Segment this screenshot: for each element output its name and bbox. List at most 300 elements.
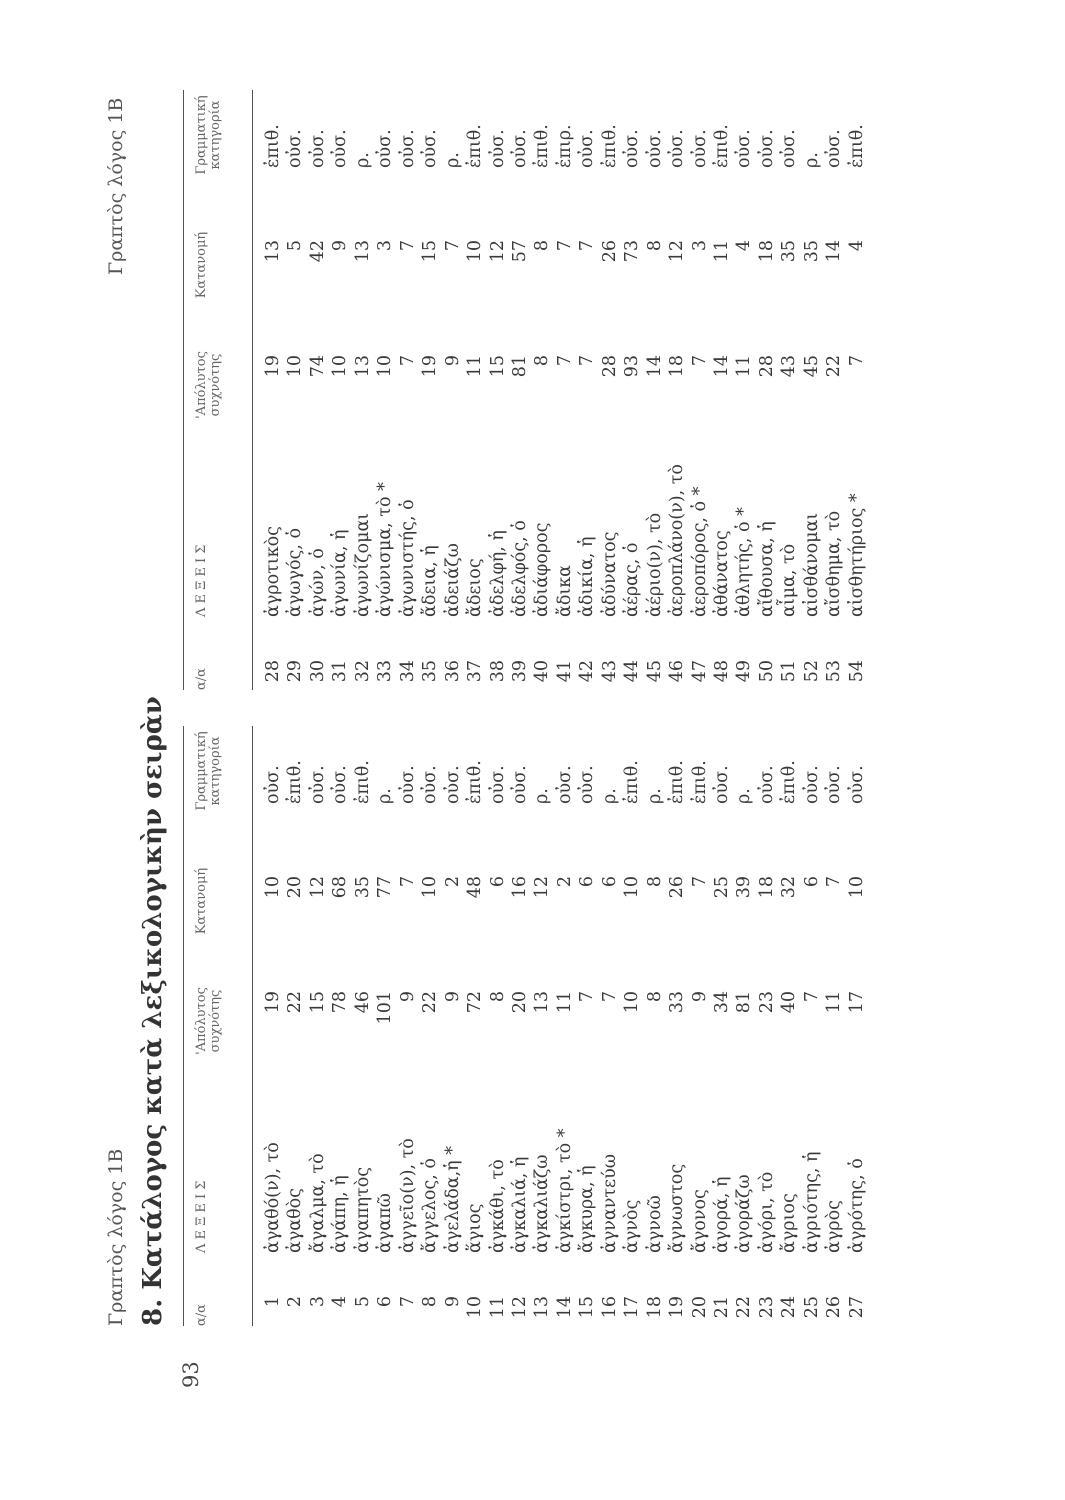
- row-frequency: 81: [734, 991, 755, 1014]
- row-distribution: 39: [734, 876, 755, 899]
- row-frequency: 9: [397, 991, 418, 1003]
- col-header-frequency: [195, 345, 223, 425]
- col-header-category: [195, 731, 223, 811]
- row-word: ἄγαλμα, τὸ: [307, 1153, 328, 1253]
- row-frequency: 14: [644, 355, 665, 378]
- row-distribution: 12: [487, 240, 508, 263]
- row-frequency: 11: [465, 355, 486, 378]
- row-frequency: 7: [846, 355, 867, 367]
- row-distribution: 73: [622, 240, 643, 263]
- row-word: ἀγωγός, ὁ: [285, 527, 306, 617]
- row-category: ἐπιθ.: [667, 760, 688, 804]
- row-frequency: 93: [622, 355, 643, 378]
- row-word: αἴθουσα, ἡ: [756, 521, 777, 617]
- table-row: [823, 90, 845, 690]
- row-category: ἐπιθ.: [712, 124, 732, 168]
- row-distribution: 7: [397, 876, 418, 888]
- table-row: [262, 90, 284, 690]
- row-frequency: 9: [442, 991, 463, 1003]
- row-category: ἐπιθ.: [285, 760, 306, 804]
- row-distribution: 14: [824, 240, 845, 263]
- row-index: 2: [285, 1296, 306, 1308]
- row-distribution: 6: [487, 876, 508, 888]
- row-index: 50: [756, 660, 777, 683]
- row-category: οὐσ.: [846, 765, 867, 804]
- row-index: 39: [509, 660, 530, 683]
- row-word: ἀδικία, ἡ: [577, 536, 598, 617]
- row-distribution: 35: [779, 240, 800, 263]
- row-word: ἀθλητής, ὁ *: [734, 507, 755, 617]
- row-word: ἄγγελος, ὁ: [420, 1158, 441, 1253]
- table-row: [509, 90, 531, 690]
- row-word: ἀδύνατος: [599, 531, 620, 617]
- row-word: ἀθάνατος: [712, 530, 732, 617]
- row-frequency: 10: [622, 991, 643, 1014]
- col-header-frequency: [195, 981, 223, 1061]
- table-row: [419, 726, 441, 1326]
- row-distribution: 77: [375, 876, 396, 899]
- row-index: 19: [667, 1296, 688, 1319]
- row-distribution: 3: [375, 240, 396, 252]
- row-frequency: 9: [689, 991, 710, 1003]
- row-category: οὐσ.: [644, 129, 665, 168]
- col-header-frequency-line1: 'Απόλυτος: [194, 351, 209, 419]
- section-title: 8. Κατάλογος κατὰ λεξικολογικὴν σειρὰν: [138, 696, 168, 1326]
- row-category: ρ.: [532, 788, 553, 804]
- row-index: 53: [824, 660, 845, 683]
- row-distribution: 10: [263, 876, 283, 899]
- row-word: ἀγαθὸς: [285, 1188, 306, 1253]
- row-distribution: 8: [532, 240, 553, 252]
- table-row: [531, 90, 553, 690]
- row-distribution: 2: [554, 876, 575, 888]
- row-frequency: 11: [824, 991, 845, 1014]
- table-row: [374, 90, 396, 690]
- row-index: 54: [846, 660, 867, 683]
- row-category: οὐσ.: [824, 129, 845, 168]
- row-frequency: 13: [532, 991, 553, 1014]
- row-word: ἀδειάζω: [442, 543, 463, 617]
- row-distribution: 25: [712, 876, 732, 899]
- row-index: 42: [577, 660, 598, 683]
- row-index: 6: [375, 1296, 396, 1308]
- table-row: [554, 90, 576, 690]
- row-frequency: 81: [509, 355, 530, 378]
- row-category: ἐπιθ.: [263, 124, 283, 168]
- table-row: [756, 90, 778, 690]
- row-frequency: 17: [846, 991, 867, 1014]
- row-word: ἀέρας, ὁ: [622, 542, 643, 617]
- row-category: οὐσ.: [420, 765, 441, 804]
- row-frequency: 45: [801, 355, 822, 378]
- row-category: ἐπιθ.: [846, 124, 867, 168]
- row-index: 9: [442, 1296, 463, 1308]
- row-distribution: 9: [330, 240, 351, 252]
- row-frequency: 43: [779, 355, 800, 378]
- row-frequency: 7: [801, 991, 822, 1003]
- row-word: ἁγνὸς: [622, 1199, 643, 1253]
- row-frequency: 14: [712, 355, 732, 378]
- row-distribution: 10: [846, 876, 867, 899]
- table-row: [352, 90, 374, 690]
- row-distribution: 15: [420, 240, 441, 263]
- row-distribution: 26: [667, 876, 688, 899]
- col-header-frequency-line2: συχνότης: [208, 989, 223, 1053]
- table-row: [846, 726, 868, 1326]
- row-index: 10: [465, 1296, 486, 1319]
- row-distribution: 5: [285, 240, 306, 252]
- row-frequency: 19: [420, 355, 441, 378]
- row-word: ἄγονος: [689, 1189, 710, 1253]
- col-header-category-line2: κατηγορία: [208, 100, 223, 170]
- row-distribution: 32: [779, 876, 800, 899]
- row-frequency: 8: [487, 991, 508, 1003]
- row-word: ἀγώνισμα, τὸ *: [375, 482, 396, 617]
- table-row: [689, 726, 711, 1326]
- row-category: ἐπιθ.: [779, 760, 800, 804]
- table-top-rule: [183, 726, 184, 1326]
- row-index: 38: [487, 660, 508, 683]
- row-frequency: 11: [734, 355, 755, 378]
- table-row: [823, 726, 845, 1326]
- table-header-rule: [252, 726, 253, 1326]
- row-category: οὐσ.: [689, 129, 710, 168]
- row-index: 41: [554, 660, 575, 683]
- row-category: οὐσ.: [667, 129, 688, 168]
- row-index: 7: [397, 1296, 418, 1308]
- row-frequency: 72: [465, 991, 486, 1014]
- row-distribution: 4: [846, 240, 867, 252]
- table-row: [576, 90, 598, 690]
- row-word: ἀγκάθι, τὸ: [487, 1159, 508, 1253]
- row-word: ἀγροτικὸς: [263, 526, 283, 617]
- row-word: ἀγκίστρι, τὸ *: [554, 1128, 575, 1253]
- row-category: οὐσ.: [487, 765, 508, 804]
- table-row: [711, 726, 733, 1326]
- row-index: 33: [375, 660, 396, 683]
- row-distribution: 6: [577, 876, 598, 888]
- table-row: [621, 726, 643, 1326]
- row-word: ἀγορά, ἡ: [712, 1176, 732, 1253]
- row-word: ἀγνοῶ: [644, 1195, 665, 1253]
- table-row: [374, 726, 396, 1326]
- row-category: οὐσ.: [487, 129, 508, 168]
- table-row: [711, 90, 733, 690]
- row-distribution: 26: [599, 240, 620, 263]
- table-row: [666, 726, 688, 1326]
- row-index: 1: [263, 1296, 283, 1308]
- col-header-category: [195, 95, 223, 175]
- row-word: ἀγκαλιάζω: [532, 1154, 553, 1253]
- row-word: ἀδιάφορος: [532, 522, 553, 617]
- table-row: [756, 726, 778, 1326]
- table-right: [183, 90, 1023, 690]
- row-word: ἀγρὸς: [824, 1200, 845, 1253]
- table-row: [442, 726, 464, 1326]
- row-index: 29: [285, 660, 306, 683]
- col-header-frequency-line2: συχνότης: [208, 353, 223, 417]
- table-row: [644, 726, 666, 1326]
- table-row: [801, 90, 823, 690]
- row-category: οὐσ.: [307, 129, 328, 168]
- table-row: [307, 726, 329, 1326]
- table-row: [464, 726, 486, 1326]
- table-row: [442, 90, 464, 690]
- row-distribution: 18: [756, 876, 777, 899]
- row-distribution: 10: [465, 240, 486, 263]
- row-word: ἀγόρι, τὸ: [756, 1171, 777, 1253]
- row-distribution: 2: [442, 876, 463, 888]
- row-word: ἄγριος: [779, 1193, 800, 1253]
- row-category: οὐσ.: [442, 765, 463, 804]
- row-distribution: 7: [554, 240, 575, 252]
- row-index: 47: [689, 660, 710, 683]
- page-number: 93: [179, 1361, 203, 1388]
- row-category: ρ.: [801, 152, 822, 168]
- row-word: ἀγαθό(ν), τὸ: [263, 1142, 283, 1253]
- row-frequency: 8: [644, 991, 665, 1003]
- row-index: 52: [801, 660, 822, 683]
- row-word: αἰσθάνομαι: [801, 512, 822, 617]
- table-row: [307, 90, 329, 690]
- row-distribution: 6: [801, 876, 822, 888]
- row-category: ἐπιθ.: [689, 760, 710, 804]
- row-word: ἀγναντεύω: [599, 1153, 620, 1253]
- row-category: ἐπιθ.: [532, 124, 553, 168]
- row-category: οὐσ.: [397, 129, 418, 168]
- row-frequency: 7: [689, 355, 710, 367]
- row-word: ἀγριότης, ἡ: [801, 1151, 822, 1253]
- row-distribution: 35: [801, 240, 822, 263]
- row-category: ρ.: [352, 152, 373, 168]
- row-category: οὐσ.: [330, 765, 351, 804]
- row-index: 15: [577, 1296, 598, 1319]
- row-index: 18: [644, 1296, 665, 1319]
- row-index: 25: [801, 1296, 822, 1319]
- row-distribution: 7: [689, 876, 710, 888]
- row-category: οὐσ.: [263, 765, 283, 804]
- row-frequency: 33: [667, 991, 688, 1014]
- row-word: ἀγκαλιά, ἡ: [509, 1156, 530, 1253]
- row-distribution: 35: [352, 876, 373, 899]
- row-category: οὐσ.: [756, 129, 777, 168]
- row-word: αἷμα, τὸ: [779, 543, 800, 617]
- row-distribution: 42: [307, 240, 328, 263]
- row-category: ρ.: [734, 788, 755, 804]
- table-header-rule: [252, 90, 253, 690]
- table-left: [183, 726, 1023, 1326]
- row-word: ἀεροπλάνο(ν), τὸ: [667, 464, 688, 617]
- row-distribution: 11: [712, 240, 732, 263]
- row-index: 4: [330, 1296, 351, 1308]
- row-frequency: 7: [577, 991, 598, 1003]
- table-row: [846, 90, 868, 690]
- row-category: οὐσ.: [801, 765, 822, 804]
- row-category: οὐσ.: [622, 129, 643, 168]
- row-index: 37: [465, 660, 486, 683]
- col-header-index: α/α: [194, 668, 209, 690]
- table-row: [576, 726, 598, 1326]
- table-row: [778, 90, 800, 690]
- table-row: [419, 90, 441, 690]
- table-row: [599, 90, 621, 690]
- col-header-index: α/α: [194, 1304, 209, 1326]
- row-category: ρ.: [442, 152, 463, 168]
- row-index: 32: [352, 660, 373, 683]
- row-frequency: 74: [307, 355, 328, 378]
- row-index: 20: [689, 1296, 710, 1319]
- row-frequency: 46: [352, 991, 373, 1014]
- col-header-category-line2: κατηγορία: [208, 736, 223, 806]
- table-row: [464, 90, 486, 690]
- row-word: ἀγάπη, ἡ: [330, 1175, 351, 1253]
- row-frequency: 34: [712, 991, 732, 1014]
- row-index: 23: [756, 1296, 777, 1319]
- row-frequency: 20: [509, 991, 530, 1014]
- table-row: [329, 726, 351, 1326]
- row-frequency: 78: [330, 991, 351, 1014]
- running-header-left: Γραπτὸς λόγος 1Β: [105, 1148, 127, 1326]
- row-category: οὐσ.: [307, 765, 328, 804]
- table-row: [487, 90, 509, 690]
- row-category: ρ.: [375, 788, 396, 804]
- row-frequency: 15: [487, 355, 508, 378]
- table-row: [284, 90, 306, 690]
- table-row: [284, 726, 306, 1326]
- row-frequency: 7: [554, 355, 575, 367]
- row-frequency: 10: [330, 355, 351, 378]
- table-row: [644, 90, 666, 690]
- row-distribution: 48: [465, 876, 486, 899]
- row-index: 43: [599, 660, 620, 683]
- row-category: οὐσ.: [509, 765, 530, 804]
- table-row: [778, 726, 800, 1326]
- row-index: 24: [779, 1296, 800, 1319]
- table-row: [733, 90, 755, 690]
- table-row: [621, 90, 643, 690]
- row-index: 11: [487, 1296, 508, 1319]
- row-category: ἐπιθ.: [465, 124, 486, 168]
- row-category: οὐσ.: [734, 129, 755, 168]
- table-row: [689, 90, 711, 690]
- table-row: [554, 726, 576, 1326]
- row-word: ἀγωνιστής, ὁ: [397, 499, 418, 617]
- row-frequency: 22: [824, 355, 845, 378]
- row-distribution: 13: [352, 240, 373, 263]
- row-frequency: 9: [442, 355, 463, 367]
- row-frequency: 101: [375, 991, 396, 1025]
- table-row: [599, 726, 621, 1326]
- row-category: οὐσ.: [577, 765, 598, 804]
- row-frequency: 18: [667, 355, 688, 378]
- row-category: οὐσ.: [554, 765, 575, 804]
- row-frequency: 10: [375, 355, 396, 378]
- col-header-word: Λ Ε Ξ Ε Ι Σ: [194, 1180, 209, 1253]
- row-index: 48: [712, 660, 732, 683]
- table-row: [352, 726, 374, 1326]
- row-index: 17: [622, 1296, 643, 1319]
- row-word: αἴσθημα, τὸ: [824, 510, 845, 617]
- row-distribution: 12: [532, 876, 553, 899]
- table-row: [531, 726, 553, 1326]
- row-index: 45: [644, 660, 665, 683]
- table-row: [262, 726, 284, 1326]
- row-word: ἄγκυρα, ἡ: [577, 1165, 598, 1253]
- table-row: [666, 90, 688, 690]
- row-distribution: 68: [330, 876, 351, 899]
- row-word: ἀγρότης, ὁ: [846, 1158, 867, 1253]
- row-category: ἐπιθ.: [599, 124, 620, 168]
- col-header-category-line1: Γραμματική: [194, 95, 209, 175]
- row-word: ἄγνωστος: [667, 1163, 688, 1253]
- row-distribution: 8: [644, 876, 665, 888]
- row-frequency: 28: [756, 355, 777, 378]
- row-word: ἀγαπῶ: [375, 1193, 396, 1253]
- row-category: ρ.: [644, 788, 665, 804]
- col-header-category-line1: Γραμματική: [194, 731, 209, 811]
- row-index: 46: [667, 660, 688, 683]
- row-distribution: 3: [689, 240, 710, 252]
- row-category: οὐσ.: [824, 765, 845, 804]
- row-distribution: 7: [824, 876, 845, 888]
- row-distribution: 13: [263, 240, 283, 263]
- row-frequency: 11: [554, 991, 575, 1014]
- row-index: 31: [330, 660, 351, 683]
- row-word: ἀεροπόρος, ὁ *: [689, 486, 710, 617]
- row-frequency: 7: [397, 355, 418, 367]
- row-frequency: 22: [420, 991, 441, 1014]
- row-word: ἄδικα: [554, 565, 575, 617]
- row-index: 5: [352, 1296, 373, 1308]
- row-frequency: 28: [599, 355, 620, 378]
- row-category: οὐσ.: [779, 129, 800, 168]
- col-header-frequency-line1: 'Απόλυτος: [194, 987, 209, 1055]
- row-frequency: 13: [352, 355, 373, 378]
- table-row: [509, 726, 531, 1326]
- row-category: οὐσ.: [577, 129, 598, 168]
- row-word: ἀγωνίζομαι: [352, 512, 373, 617]
- row-index: 12: [509, 1296, 530, 1319]
- row-distribution: 7: [577, 240, 598, 252]
- row-word: ἄδειος: [465, 558, 486, 617]
- row-index: 21: [712, 1296, 732, 1319]
- row-frequency: 7: [599, 991, 620, 1003]
- row-index: 49: [734, 660, 755, 683]
- row-frequency: 19: [263, 991, 283, 1014]
- row-index: 28: [263, 660, 283, 683]
- row-category: ἐπιθ.: [352, 760, 373, 804]
- row-index: 30: [307, 660, 328, 683]
- row-distribution: 10: [622, 876, 643, 899]
- row-distribution: 4: [734, 240, 755, 252]
- col-header-distribution: Κατανομή: [194, 231, 209, 299]
- row-frequency: 10: [285, 355, 306, 378]
- row-distribution: 7: [442, 240, 463, 252]
- col-header-distribution: Κατανομή: [194, 867, 209, 935]
- row-category: οὐσ.: [397, 765, 418, 804]
- row-frequency: 23: [756, 991, 777, 1014]
- row-word: ἀγοράζω: [734, 1174, 755, 1253]
- row-distribution: 20: [285, 876, 306, 899]
- row-distribution: 12: [667, 240, 688, 263]
- row-frequency: 8: [532, 355, 553, 367]
- row-word: ἄδεια, ἡ: [420, 545, 441, 617]
- row-word: ἀδελφός, ὁ: [509, 520, 530, 617]
- row-index: 13: [532, 1296, 553, 1319]
- row-distribution: 57: [509, 240, 530, 263]
- row-category: οὐσ.: [285, 129, 306, 168]
- row-category: οὐσ.: [756, 765, 777, 804]
